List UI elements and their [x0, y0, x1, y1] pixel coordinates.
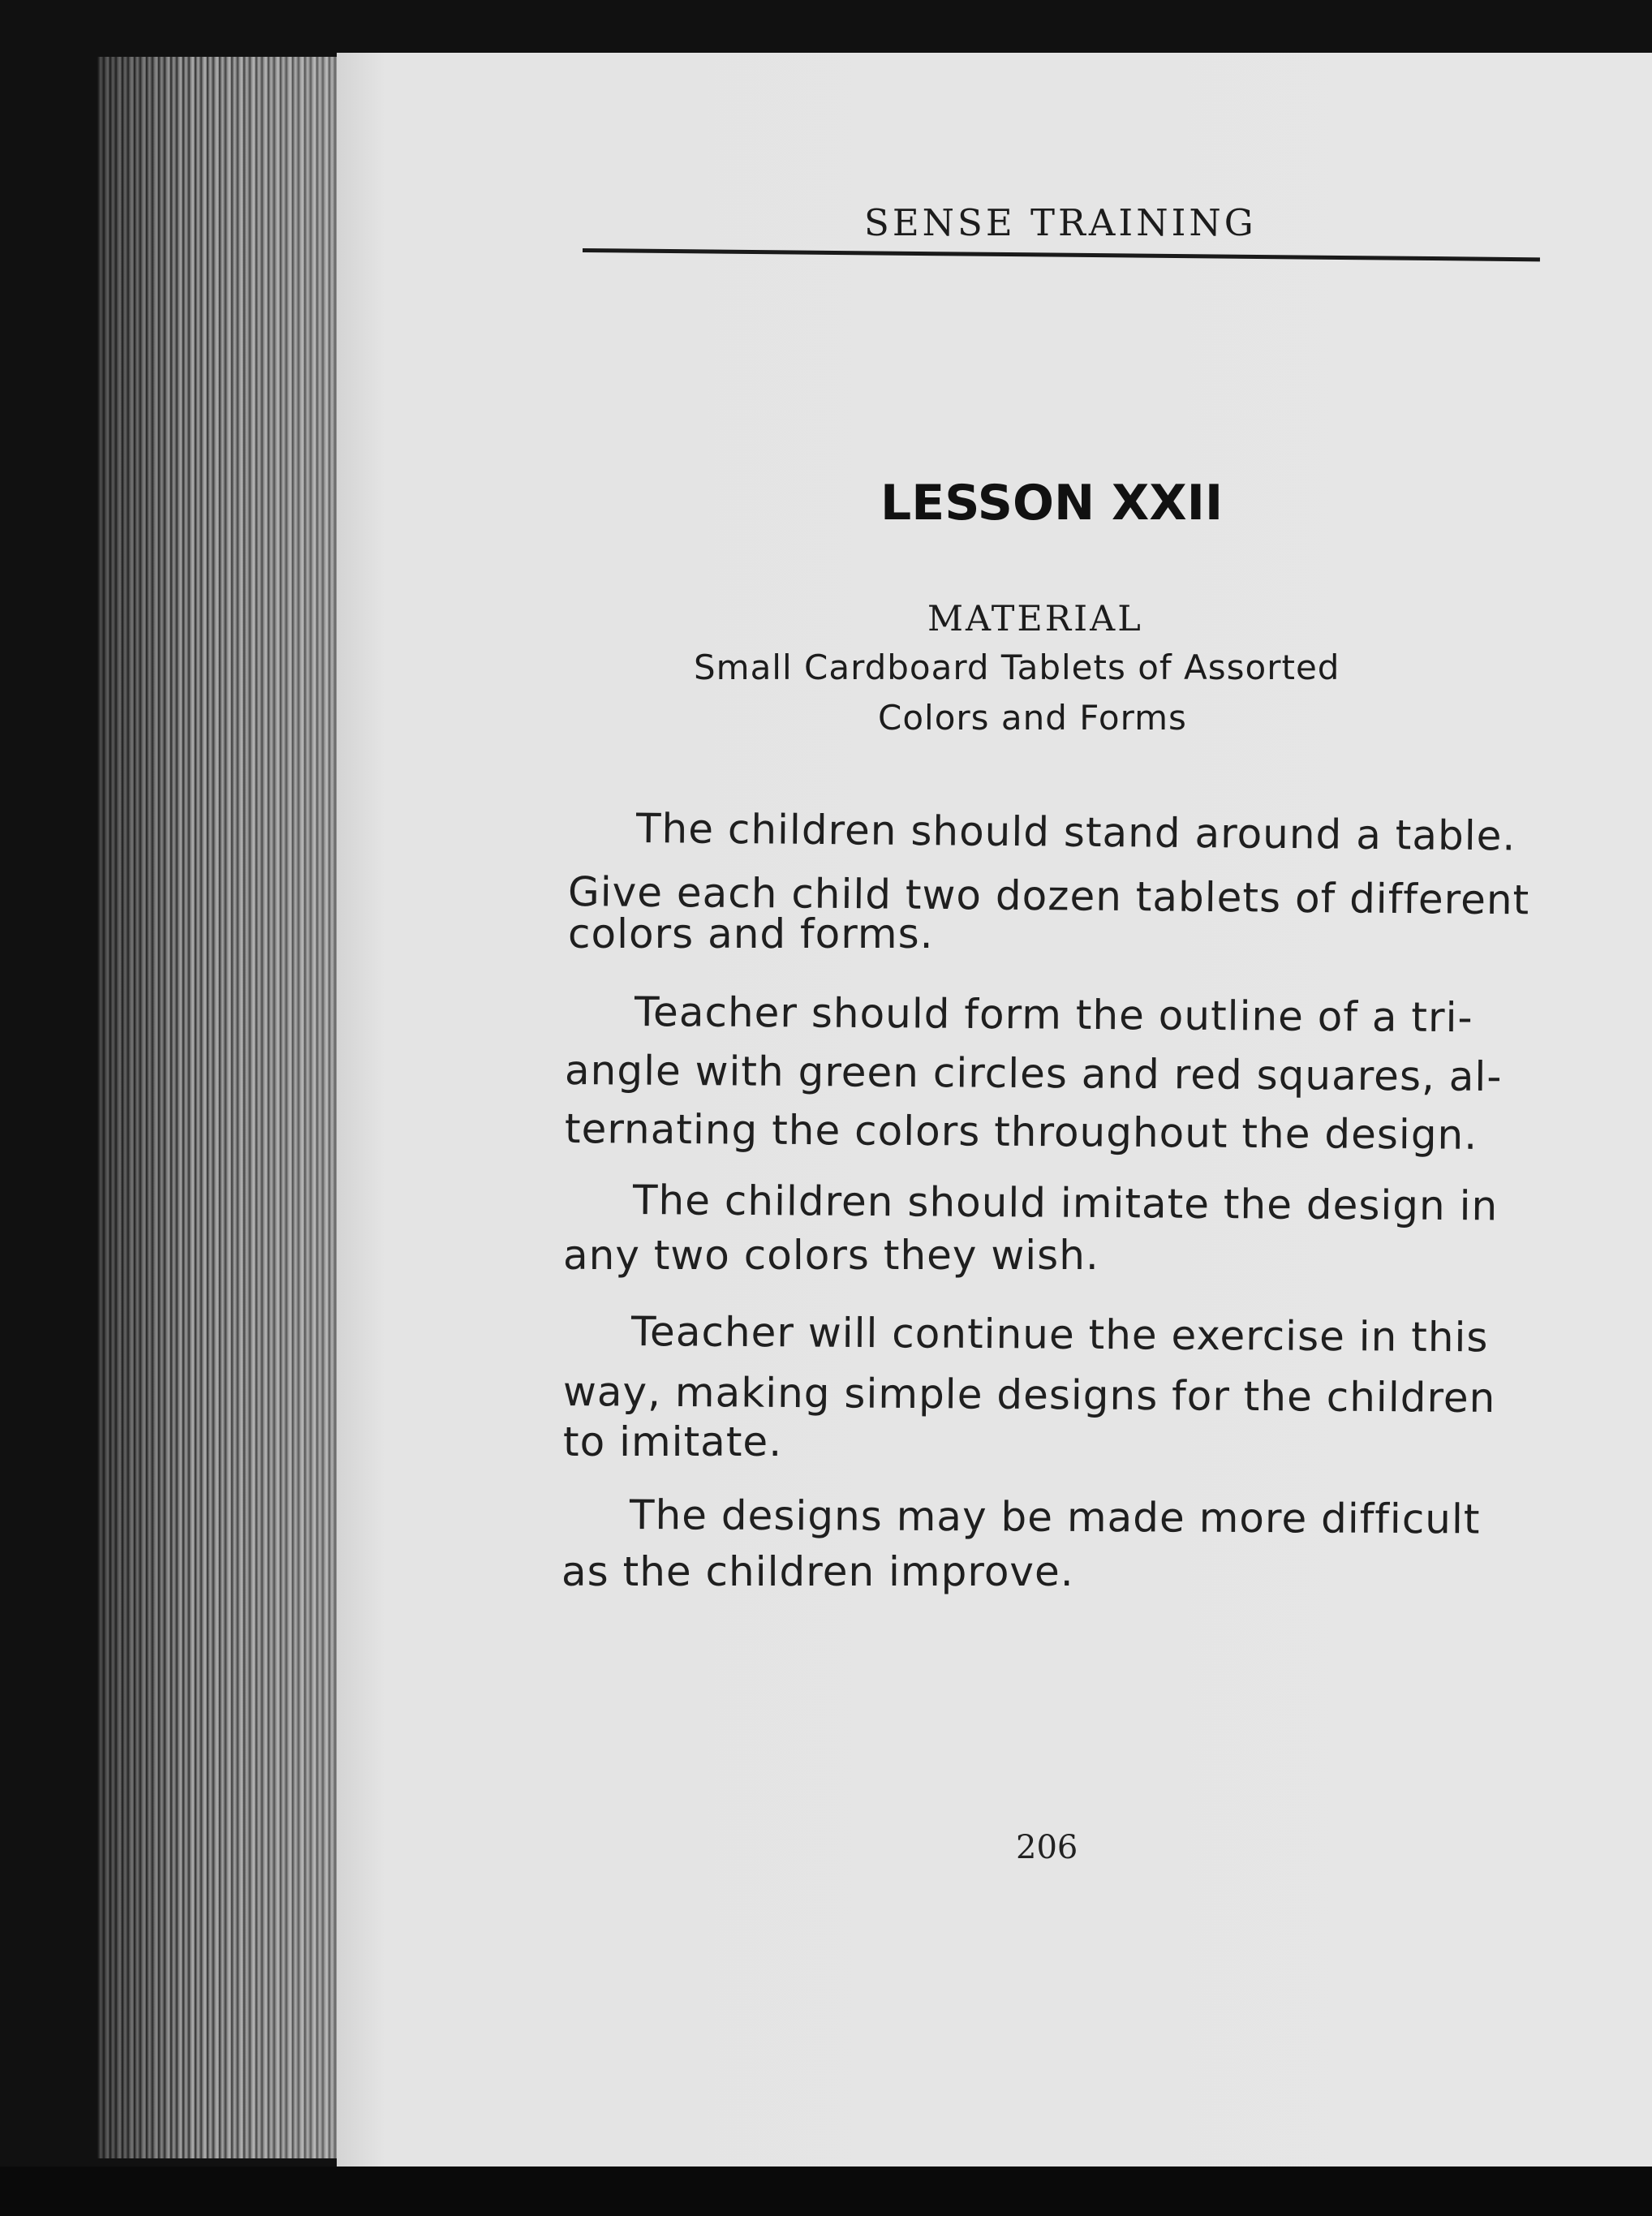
material-heading: MATERIAL [927, 599, 1143, 639]
material-description-line: Colors and Forms [878, 698, 1187, 738]
body-text-line: Teacher will continue the exercise in this [630, 1308, 1489, 1362]
body-text-line: colors and forms. [568, 910, 934, 957]
page-number: 206 [1016, 1829, 1078, 1866]
body-text-line: Teacher should form the outline of a tri- [634, 988, 1473, 1042]
body-text-line: angle with green circles and red squares, al- [564, 1047, 1503, 1101]
body-text-line: The designs may be made more difficult [629, 1491, 1481, 1543]
material-description-line: Small Cardboard Tablets of Assorted [694, 648, 1340, 687]
body-text-line: The children should stand around a table. [635, 805, 1516, 860]
body-text-line: as the children improve. [561, 1548, 1074, 1595]
running-head: SENSE TRAINING [864, 201, 1257, 244]
book-page-edges [97, 57, 341, 2158]
body-text-line: to imitate. [563, 1418, 783, 1465]
scan-bottom-border [0, 2167, 1652, 2216]
body-text-line: The children should imitate the design in [632, 1177, 1499, 1230]
body-text-line: ternating the colors throughout the design. [564, 1105, 1478, 1159]
lesson-title: LESSON XXII [880, 475, 1224, 531]
body-text-line: way, making simple designs for the children [562, 1368, 1496, 1422]
body-text-line: Give each child two dozen tablets of different [567, 868, 1530, 924]
body-text-line: any two colors they wish. [563, 1232, 1099, 1279]
